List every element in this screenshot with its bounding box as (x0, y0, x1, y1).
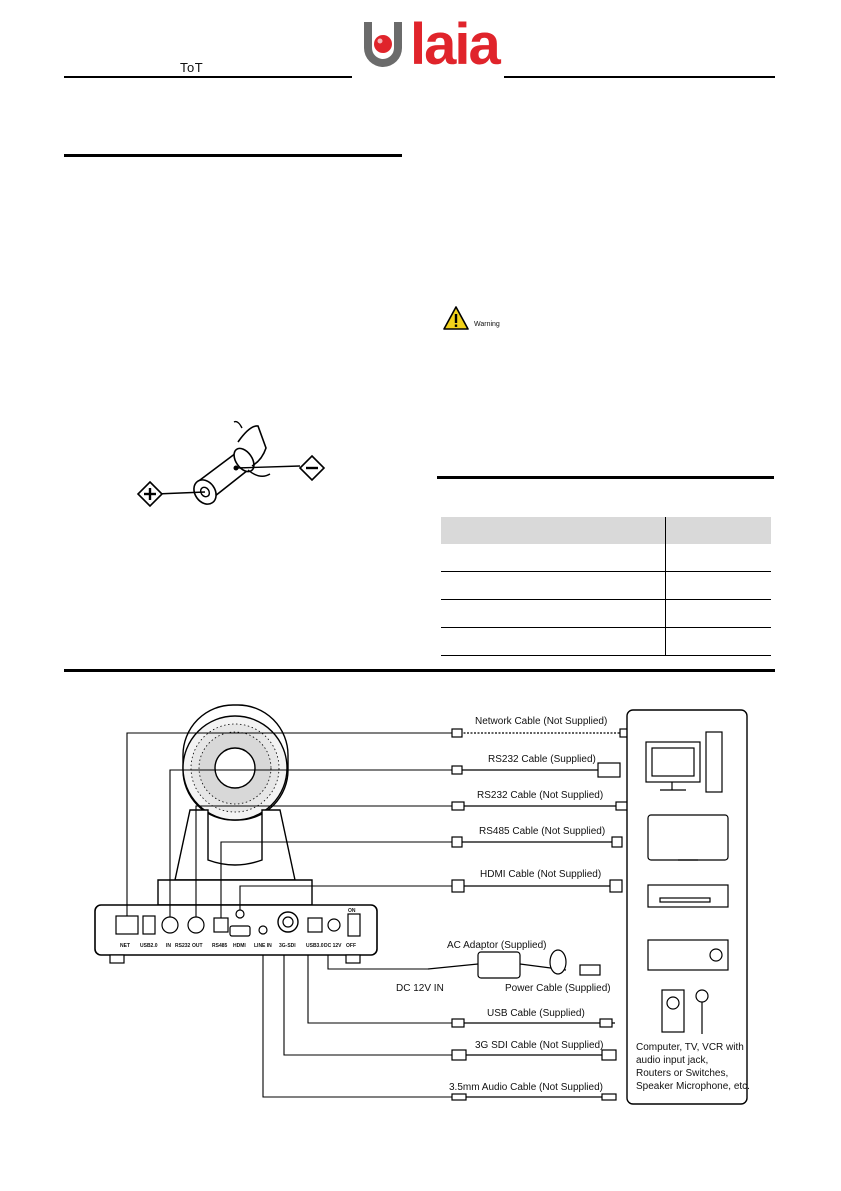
vcr-icon (648, 885, 728, 907)
header-rule-left (64, 76, 352, 78)
cable-label: RS232 Cable (Supplied) (488, 754, 596, 765)
section-rule-left (64, 154, 402, 157)
header-left-text: ToT (180, 60, 204, 75)
warning (443, 306, 543, 332)
port-label: NET (120, 943, 130, 949)
table-header-cell (666, 517, 772, 544)
table-cell (441, 600, 666, 628)
connection-diagram (80, 700, 780, 1120)
table-cell (666, 628, 772, 656)
section-rule-full (64, 669, 775, 672)
cable-label: USB Cable (Supplied) (487, 1008, 585, 1019)
warning-label: Warning (474, 321, 500, 328)
table-row (441, 600, 771, 628)
cable-label: DC 12V IN (396, 983, 444, 994)
port-label: OUT (192, 943, 203, 949)
port-label: RS485 (212, 943, 228, 949)
receiver-icon (648, 940, 728, 970)
cable-label: AC Adaptor (Supplied) (447, 940, 547, 951)
table-cell (666, 572, 772, 600)
accessories-table (441, 517, 771, 656)
port-label: OFF (346, 943, 356, 949)
devices-note-line: Computer, TV, VCR with (636, 1042, 744, 1053)
devices-note-line: Speaker Microphone, etc. (636, 1081, 750, 1092)
devices-note-line: audio input jack, (636, 1055, 709, 1066)
cable-label: RS485 Cable (Not Supplied) (479, 826, 606, 837)
logo-mark-icon (360, 18, 406, 72)
port-label: USB2.0 (140, 943, 158, 949)
table-header-cell (441, 517, 666, 544)
polarity-illustration (130, 420, 350, 530)
table-cell (666, 544, 772, 572)
table-row (441, 544, 771, 572)
warning-triangle-icon (443, 306, 469, 330)
minus-diamond-icon (300, 456, 324, 480)
tv-icon (648, 815, 728, 860)
devices-panel (627, 710, 750, 1104)
rear-panel (95, 905, 377, 963)
port-label: 3G-SDI (279, 943, 296, 949)
port-label: HDMI (233, 943, 246, 949)
camera-head (158, 705, 312, 905)
logo-text: laia (410, 12, 499, 77)
table-cell (666, 600, 772, 628)
cable-label: Network Cable (Not Supplied) (475, 716, 608, 727)
cable-label: HDMI Cable (Not Supplied) (480, 869, 602, 880)
table-row (441, 572, 771, 600)
port-label: DC 12V (324, 943, 342, 949)
logo (360, 14, 502, 80)
cable-label: 3G SDI Cable (Not Supplied) (475, 1040, 604, 1051)
port-label: ON (348, 908, 356, 914)
devices-note-line: Routers or Switches, (636, 1068, 729, 1079)
header-rule-right (504, 76, 775, 78)
table-cell (441, 628, 666, 656)
section-rule-right (437, 476, 774, 479)
plus-diamond-icon (138, 482, 162, 506)
table-cell (441, 572, 666, 600)
table-header-row (441, 517, 771, 544)
cable-label: RS232 Cable (Not Supplied) (477, 790, 604, 801)
table-cell (441, 544, 666, 572)
cable-label: Power Cable (Supplied) (505, 983, 611, 994)
port-label: RS232 (175, 943, 191, 949)
port-label: IN (166, 943, 171, 949)
cable-label: 3.5mm Audio Cable (Not Supplied) (449, 1082, 603, 1093)
port-label: LINE IN (254, 943, 272, 949)
port-label: USB3.0 (306, 943, 324, 949)
table-row (441, 628, 771, 656)
